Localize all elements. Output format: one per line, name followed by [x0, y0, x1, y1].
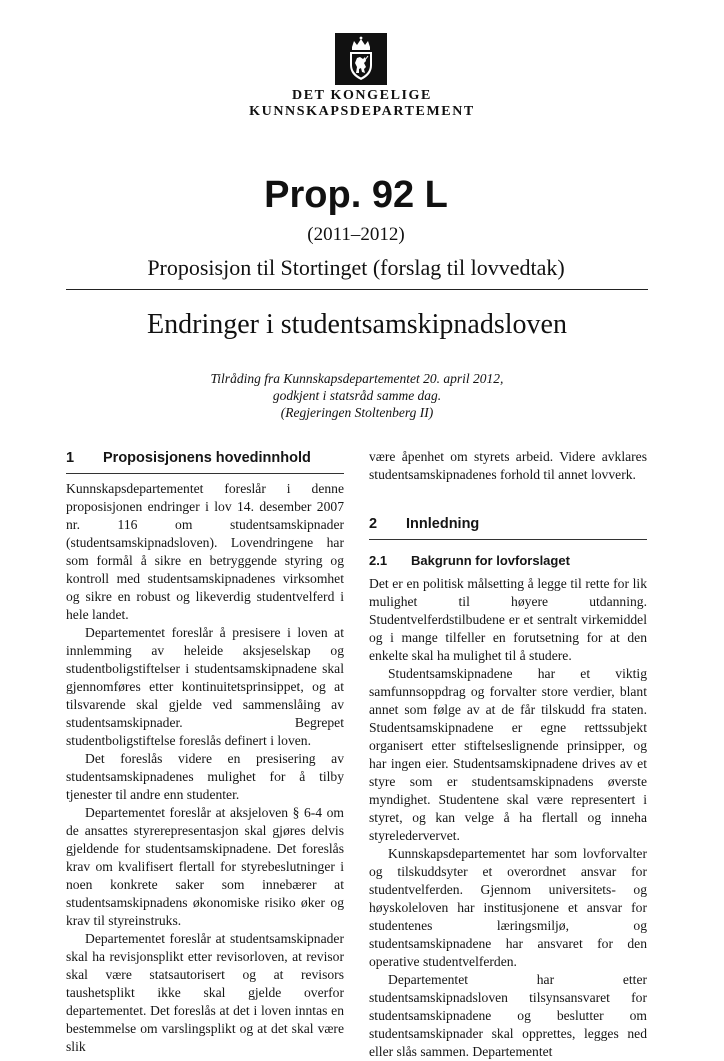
section-number: 1: [66, 450, 75, 466]
paragraph-continuation: være åpenhet om styrets arbeid. Videre avklares studentsamskipnadenes forhold til annet lovverk.: [369, 449, 647, 482]
session-years: (2011–2012): [307, 224, 405, 245]
subsection-2-1-heading: [369, 552, 647, 570]
ministry-name-line1: DET KONGELIGE: [292, 88, 432, 103]
approval-line: godkjent i statsråd samme dag.: [272, 388, 442, 403]
ministry-name-line2: KUNNSKAPSDEPARTEMENT: [249, 104, 475, 119]
paragraph: Departementet foreslår at aksjeloven § 6-4 om de ansattes styrerepresentasjon skal gjøres delvis gjeldende for studentsamskipnadene. Det foreslås krav om kvalifisert flertall for styrebeslutninger i noen konkrete saker som innebærer at studentsamskipnadens økonomiske risiko øker og krav til styreinstruks.: [66, 805, 344, 928]
left-column: [66, 448, 344, 1056]
subsection-title: Bakgrunn for lovforslaget: [411, 553, 570, 568]
section-number: 2: [369, 516, 378, 532]
proposition-number: Prop. 92 L: [264, 174, 448, 216]
section-2-heading: [369, 514, 647, 540]
right-column: [369, 448, 647, 1061]
approval-line: (Regjeringen Stoltenberg II): [280, 405, 434, 420]
approval-line: Tilråding fra Kunnskapsdepartementet 20. april 2012,: [210, 371, 504, 386]
proposition-subtitle: Proposisjon til Stortinget (forslag til lovvedtak): [147, 255, 565, 280]
paragraph: Kunnskapsdepartementet foreslår i denne proposisjonen endringer i lov 14. desember 2007 nr. 116 om studentsamskipnader (studentsamskipnadsloven). Lovendringene har som formål å sikre en betryggende styring og kontroll med studentsamskipnadenes virksomhet og sikre en robust og likeverdig studentvelferd i hele landet.: [66, 481, 344, 622]
royal-coat-of-arms-icon: [335, 33, 387, 85]
paragraph: Det er en politisk målsetting å legge til rette for lik mulighet til høyere utdanning. Studentvelferdstilbudene er et sentralt virkemiddel og i mange tilfeller en forutsetning for at den enkelte skal ha mulighet til å studere.: [369, 576, 647, 663]
section-title: Innledning: [406, 516, 480, 532]
paragraph: Studentsamskipnadene har et viktig samfunnsoppdrag og forvalter store verdier, blant annet som følge av at de får tilskudd fra staten. Studentsamskipnadene er egne rettssubjekt organisert etter stiftelseslignende prinsipper, og har ingen eier. Studentsamskipnadene drives av et styre som er studentsamskipnadens øverste myndighet. Studentene skal være representert i styret, og kan velge å ha flertall og inneha styreledervervet.: [369, 666, 647, 843]
paragraph: Departementet foreslår å presisere i loven at innlemming av heleide aksjeselskap og studentboligstiftelser i studentsamskipnadene skal gjennomføres etter kontinuitetsprinsippet, og at tilsvarende skal gjelde ved sammenslåing av studentsamskipnader. Begrepet studentboligstiftelse foreslås definert i loven.: [66, 625, 344, 748]
section-1-heading: [66, 448, 344, 474]
paragraph: Kunnskapsdepartementet har som lovforvalter og tilskuddsyter et overordnet ansvar for studentvelferden. Gjennom universitets- og høyskoleloven har institusjonene et ansvar for studentenes læringsmiljø, og studentsamskipnadene har ansvaret for den operative studentvelferden.: [369, 846, 647, 969]
approval-note: [66, 370, 648, 421]
document-title: Endringer i studentsamskipnadsloven: [147, 309, 567, 340]
paragraph: Departementet foreslår at studentsamskipnader skal ha revisjonsplikt etter revisorloven, at revisor skal være statsautorisert og at revisors taushetsplikt ikke skal gjelde overfor departementet. Det foreslås at det i loven inntas en bestemmelse om varslingsplikt og at det skal være slik: [66, 931, 344, 1054]
paragraph: Det foreslås videre en presisering av studentsamskipnadenes mulighet for å tilby tjenester til andre enn studenter.: [66, 751, 344, 802]
title-divider: [66, 289, 648, 290]
section-title: Proposisjonens hovedinnhold: [103, 450, 311, 466]
subsection-number: 2.1: [369, 553, 388, 568]
paragraph: Departementet har etter studentsamskipnadsloven tilsynsansvaret for studentsamskipnadene og beslutter om studentsamskipnader skal opprettes, legges ned eller slås sammen. Departementet: [369, 972, 647, 1059]
